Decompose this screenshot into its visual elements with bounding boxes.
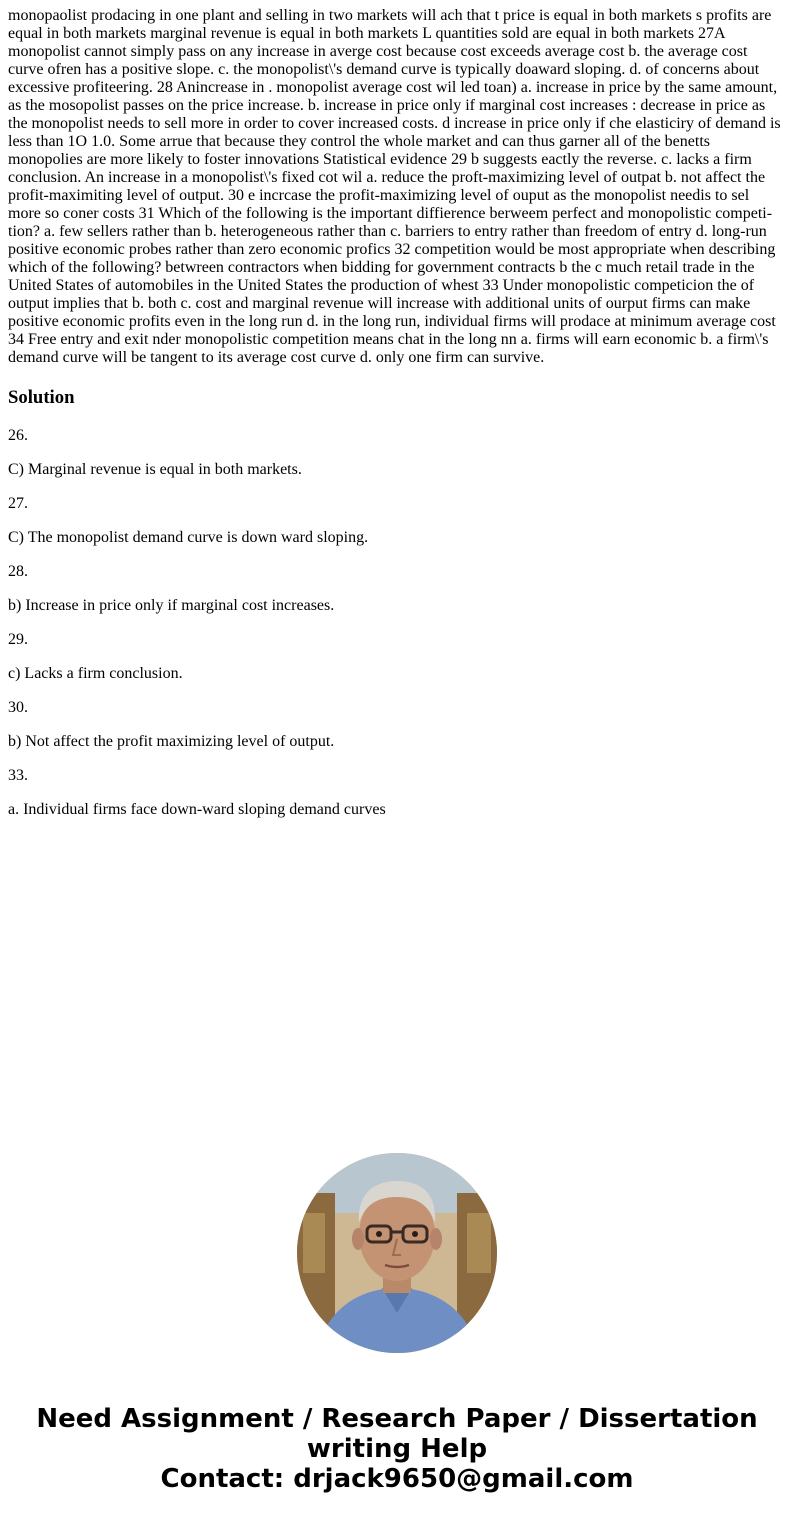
answer-text-30: b) Not affect the profit maximizing level of output. [8,733,335,750]
question-text: monopaolist prodacing in one plant and selling in two markets will ach that t price is equal in both markets s profits are equal in both markets marginal revenue is equal in both markets L quantities sold are equal in both markets 27A monopolist cannot simply pass on any increase in averge cost because cost exceeds average cost b. the average cost curve ofren has a positive slope. c. the monopolist\'s demand curve is typically doaward sloping. d. of concerns about excessive profiteering. 28 Anincrease in . monopolist average cost wil led toan) a. increase in price by the same amount, as the mosopolist passes on the price increase. b. increase in price only if marginal cost increases : decrease in price as the monopolist needs to sell more in order to cover increased costs. d increase in price only if che elasticiry of demand is less than 1O 1.0. Some arrue that because they control the whole market and can thus garner all of the benetts monopolies are more likely to foster innovations Statistical evidence 29 b suggests eactly the reverse. c. lacks a firm conclusion. An increase in a monopolist\'s fixed cot wil a. reduce the proft-maximizing level of outpat b. not affect the profit-maximiting level of output. 30 e incrcase the profit-maximizing level of ouput as the monopolist needis to sel more so coner costs 31 Which of the following is the important diffierence berweem perfect and monopolistic competi-tion? a. few sellers rather than b. heterogeneous rather than c. barriers to entry rather than freedom of entry d. long-run positive economic probes rather than zero economic profics 32 competition would be most appropriate when describing which of the following? betwreen contractors when bidding for government contracts b the c much retail trade in the United States of automobiles in the United States the production of whest 33 Under monopolistic competicion the of output implies that b. both c. cost and marginal revenue will increase with additional units of ourput firms can make positive economic profits even in the long run d. in the long run, individual firms will prodace at minimum average cost 34 Free entry and exit nder monopolistic competition means chat in the long nn a. firms will earn economic b. a firm\'s demand curve will be tangent to its average cost curve d. only one firm can survive. [8,7,781,366]
promo-line-help: writing Help [306,1434,488,1464]
answer-list [8,427,786,819]
answer-text-29: c) Lacks a firm conclusion. [8,665,183,682]
promo-line-assignment: Need Assignment / Research Paper / Dissertation [36,1404,758,1434]
answer-text-26: C) Marginal revenue is equal in both markets. [8,461,302,478]
solution-heading: Solution [8,387,75,408]
document-body [8,7,786,835]
answer-number-28: 28. [8,563,28,580]
author-portrait-image [297,1153,497,1353]
promo-line-contact: Contact: drjack9650@gmail.com [160,1464,634,1494]
answer-number-30: 30. [8,699,28,716]
answer-text-27: C) The monopolist demand curve is down ward sloping. [8,529,369,546]
answer-text-28: b) Increase in price only if marginal cost increases. [8,597,335,614]
answer-number-33: 33. [8,767,28,784]
promo-banner [0,1404,794,1494]
answer-number-29: 29. [8,631,28,648]
answer-text-33: a. Individual firms face down-ward sloping demand curves [8,801,386,818]
author-avatar [297,1153,497,1353]
answer-number-27: 27. [8,495,28,512]
answer-number-26: 26. [8,427,28,444]
